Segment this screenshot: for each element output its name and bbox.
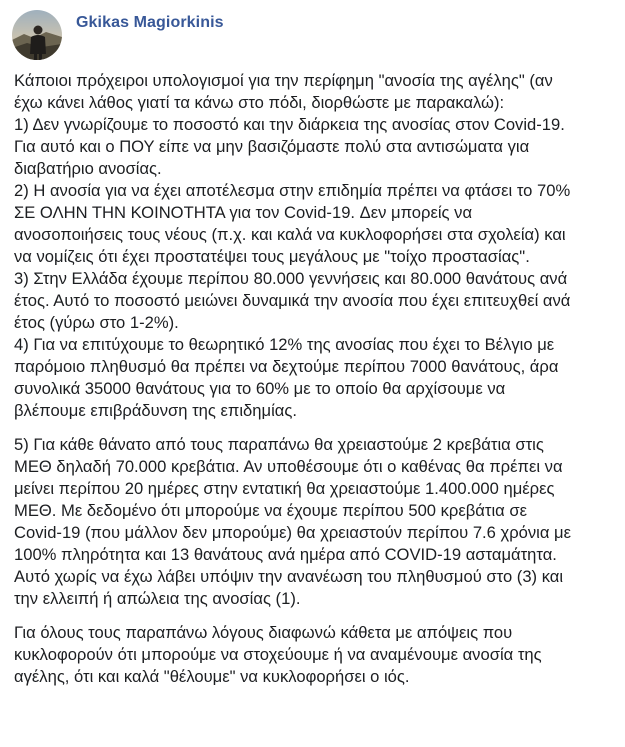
post-line: 3) Στην Ελλάδα έχουμε περίπου 80.000 γεννήσεις και 80.000 θανάτους ανά xyxy=(14,269,568,288)
post-line: 100% πληρότητα και 13 θανάτους ανά ημέρα από COVID-19 ασταμάτητα. xyxy=(14,545,557,564)
post-body xyxy=(14,70,614,700)
post-line: Κάποιοι πρόχειροι υπολογισμοί για την περίφημη "ανοσία της αγέλης" (αν xyxy=(14,71,553,90)
post-line: αγέλης, ότι και καλά "θέλουμε" να κυκλοφορήσει ο ιός. xyxy=(14,667,410,686)
post-line: παρόμοιο πληθυσμό θα πρέπει να δεχτούμε περίπου 7000 θανάτους, άρα xyxy=(14,357,559,376)
post-line: μείνει περίπου 20 ημέρες στην εντατική θα χρειαστούμε 1.400.000 ημέρες xyxy=(14,479,555,498)
post-line: να νομίζεις ότι έχει προστατέψει τους μεγάλους με "τοίχο προστασίας". xyxy=(14,247,530,266)
post-line: συνολικά 35000 θανάτους για το 60% με το οποίο θα αρχίσουμε να xyxy=(14,379,506,398)
profile-photo-icon xyxy=(12,10,62,60)
post-line: την ελλειπή ή απώλεια της ανοσίας (1). xyxy=(14,589,301,608)
post-line: έτος (γύρω στο 1-2%). xyxy=(14,313,179,332)
post-line: 1) Δεν γνωρίζουμε το ποσοστό και την διάρκεια της ανοσίας στον Covid-19. xyxy=(14,115,565,134)
post-paragraph xyxy=(14,434,614,610)
post-line: έχω κάνει λάθος γιατί τα κάνω στο πόδι, διορθώστε με παρακαλώ): xyxy=(14,93,505,112)
post-line: βλέπουμε επιβράδυνση της επιδημίας. xyxy=(14,401,297,420)
post-header xyxy=(12,10,224,60)
post-line: Αυτό χωρίς να έχω λάβει υπόψιν την ανανέωση του πληθυσμού στο (3) και xyxy=(14,567,564,586)
post-line: έτος. Αυτό το ποσοστό μειώνει δυναμικά την ανοσία που έχει επιτευχθεί ανά xyxy=(14,291,571,310)
post-line: κυκλοφορούν ότι μπορούμε να στοχεύουμε ή να αναμένουμε ανοσία της xyxy=(14,645,542,664)
post-line: ΣΕ ΟΛΗΝ ΤΗΝ ΚΟΙΝΟΤΗΤΑ για τον Covid-19. Δεν μπορείς να xyxy=(14,203,473,222)
post-line: ΜΕΘ δηλαδή 70.000 κρεβάτια. Αν υποθέσουμε ότι ο καθένας θα πρέπει να xyxy=(14,457,563,476)
post-line: ΜΕΘ. Με δεδομένο ότι μπορούμε να έχουμε περίπου 500 κρεβάτια σε xyxy=(14,501,527,520)
post-line: 2) Η ανοσία για να έχει αποτέλεσμα στην επιδημία πρέπει να φτάσει το 70% xyxy=(14,181,571,200)
post-line: 4) Για να επιτύχουμε το θεωρητικό 12% της ανοσίας που έχει το Βέλγιο με xyxy=(14,335,555,354)
post-paragraph xyxy=(14,70,614,422)
avatar[interactable] xyxy=(12,10,62,60)
post-line: Covid-19 (που μάλλον δεν μπορούμε) θα χρειαστούν περίπου 7.6 χρόνια με xyxy=(14,523,572,542)
author-name-link[interactable]: Gkikas Magiorkinis xyxy=(76,14,224,31)
post-line: Για αυτό και ο ΠΟΥ είπε να μην βασιζόμαστε πολύ στα αντισώματα για xyxy=(14,137,530,156)
post-line: 5) Για κάθε θάνατο από τους παραπάνω θα χρειαστούμε 2 κρεβάτια στις xyxy=(14,435,544,454)
post-line: διαβατήριο ανοσίας. xyxy=(14,159,162,178)
post-paragraph xyxy=(14,622,614,688)
post-line: ανοσοποιήσεις τους νέους (π.χ. και καλά να κυκλοφορήσει στα σχολεία) και xyxy=(14,225,566,244)
post-line: Για όλους τους παραπάνω λόγους διαφωνώ κάθετα με απόψεις που xyxy=(14,623,513,642)
